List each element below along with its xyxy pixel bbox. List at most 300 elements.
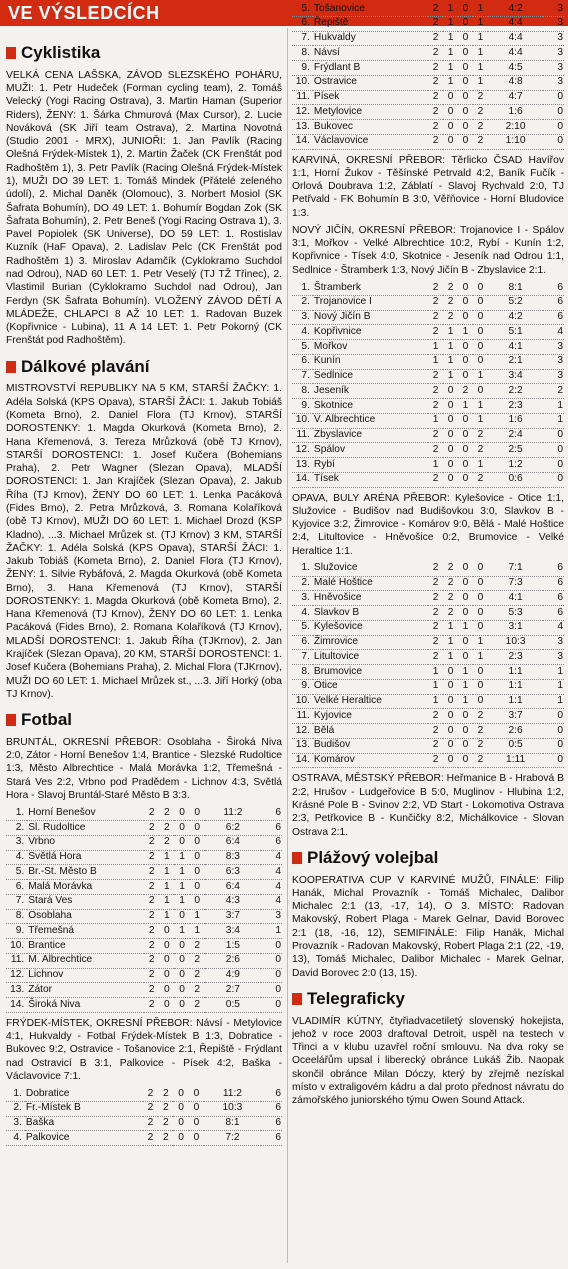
losses-cell: 0 — [189, 1101, 204, 1116]
score-cell: 4:1 — [488, 340, 543, 355]
wins-cell: 1 — [159, 909, 174, 924]
table-row — [292, 325, 564, 340]
position-cell: 10. — [292, 75, 313, 90]
losses-cell: 0 — [473, 620, 488, 635]
draws-cell: 0 — [458, 2, 473, 16]
position-cell: 6. — [6, 880, 27, 895]
played-cell: 2 — [428, 443, 443, 458]
played-cell: 2 — [428, 724, 443, 739]
points-cell: 1 — [543, 679, 564, 694]
points-cell: 3 — [261, 909, 282, 924]
position-cell: 13. — [292, 458, 313, 473]
masthead-label: VE VÝSLEDCÍCH — [8, 3, 160, 23]
played-cell: 1 — [428, 458, 443, 473]
team-name-cell: Ostravice — [313, 75, 428, 90]
losses-cell: 2 — [190, 953, 205, 968]
wins-cell: 0 — [443, 709, 458, 724]
wins-cell: 1 — [443, 650, 458, 665]
played-cell: 2 — [428, 399, 443, 414]
table-row — [292, 694, 564, 709]
position-cell: 10. — [292, 694, 313, 709]
team-name-cell: Štramberk — [313, 281, 428, 295]
wins-cell: 1 — [443, 340, 458, 355]
team-name-cell: Bukovec — [313, 120, 428, 135]
draws-cell: 0 — [458, 340, 473, 355]
points-cell: 6 — [543, 591, 564, 606]
team-name-cell: Sedlnice — [313, 369, 428, 384]
wins-cell: 0 — [443, 413, 458, 428]
table-row — [292, 606, 564, 621]
team-name-cell: Spálov — [313, 443, 428, 458]
draws-cell: 0 — [458, 562, 473, 576]
losses-cell: 1 — [473, 75, 488, 90]
points-cell: 6 — [543, 295, 564, 310]
points-cell: 6 — [261, 1101, 282, 1116]
played-cell: 2 — [428, 576, 443, 591]
played-cell: 2 — [144, 835, 159, 850]
score-cell: 4:7 — [488, 90, 543, 105]
table-row — [292, 413, 564, 428]
position-cell: 5. — [292, 340, 313, 355]
wins-cell: 0 — [443, 134, 458, 149]
score-cell: 3:1 — [488, 620, 543, 635]
team-name-cell: Br.-St. Město B — [27, 865, 144, 880]
score-cell: 1:2 — [488, 458, 543, 473]
played-cell: 2 — [144, 850, 159, 865]
points-cell: 0 — [543, 738, 564, 753]
wins-cell: 1 — [443, 46, 458, 61]
table-row — [292, 562, 564, 576]
team-name-cell: Malé Hoštice — [313, 576, 428, 591]
points-cell: 1 — [543, 413, 564, 428]
table-row — [292, 576, 564, 591]
right-column — [292, 0, 564, 1269]
table-row — [292, 120, 564, 135]
score-cell: 4:4 — [488, 16, 543, 31]
points-cell: 3 — [543, 369, 564, 384]
position-cell: 10. — [6, 939, 27, 954]
draws-cell: 0 — [458, 724, 473, 739]
played-cell: 2 — [428, 75, 443, 90]
points-cell: 4 — [543, 620, 564, 635]
table-row — [6, 953, 282, 968]
wins-cell: 0 — [443, 738, 458, 753]
section-title: Fotbal — [21, 710, 72, 730]
table-row — [292, 620, 564, 635]
draws-cell: 1 — [458, 620, 473, 635]
losses-cell: 1 — [473, 650, 488, 665]
points-cell: 0 — [543, 105, 564, 120]
score-cell: 2:3 — [488, 650, 543, 665]
points-cell: 0 — [543, 428, 564, 443]
draws-cell: 1 — [458, 325, 473, 340]
table-row — [292, 428, 564, 443]
section-title: Cyklistika — [21, 43, 101, 62]
table-row — [6, 1116, 282, 1131]
draws-cell: 0 — [458, 16, 473, 31]
draws-cell: 0 — [458, 369, 473, 384]
table-row — [292, 75, 564, 90]
played-cell: 1 — [428, 340, 443, 355]
losses-cell: 0 — [473, 310, 488, 325]
losses-cell: 2 — [190, 939, 205, 954]
score-cell: 3:4 — [488, 369, 543, 384]
wins-cell: 2 — [159, 835, 174, 850]
points-cell: 3 — [543, 46, 564, 61]
played-cell: 2 — [428, 90, 443, 105]
table-row — [292, 650, 564, 665]
losses-cell: 2 — [473, 753, 488, 768]
wins-cell: 0 — [443, 384, 458, 399]
score-cell: 4:5 — [488, 61, 543, 76]
team-name-cell: Otice — [313, 679, 428, 694]
points-cell: 3 — [543, 61, 564, 76]
section-bullet-icon — [6, 47, 16, 59]
played-cell: 2 — [144, 865, 159, 880]
points-cell: 4 — [261, 850, 282, 865]
losses-cell: 2 — [473, 443, 488, 458]
losses-cell: 0 — [190, 821, 205, 836]
score-cell: 4:4 — [488, 46, 543, 61]
section-title: Dálkové plavání — [21, 356, 150, 376]
points-cell: 6 — [261, 1087, 282, 1101]
wins-cell: 1 — [443, 354, 458, 369]
points-cell: 1 — [543, 665, 564, 680]
position-cell: 12. — [292, 105, 313, 120]
draws-cell: 0 — [458, 413, 473, 428]
draws-cell: 0 — [458, 443, 473, 458]
draws-cell: 0 — [458, 105, 473, 120]
wins-cell: 1 — [443, 31, 458, 46]
team-name-cell: Tísek — [313, 472, 428, 487]
team-name-cell: Mořkov — [313, 340, 428, 355]
losses-cell: 0 — [473, 665, 488, 680]
losses-cell: 0 — [473, 694, 488, 709]
draws-cell: 1 — [458, 399, 473, 414]
points-cell: 3 — [543, 354, 564, 369]
position-cell: 2. — [292, 576, 313, 591]
losses-cell: 2 — [190, 983, 205, 998]
draws-cell: 0 — [458, 134, 473, 149]
draws-cell: 0 — [174, 821, 189, 836]
points-cell: 6 — [543, 310, 564, 325]
team-name-cell: Hukvaldy — [313, 31, 428, 46]
position-cell: 4. — [292, 606, 313, 621]
team-name-cell: Skotnice — [313, 399, 428, 414]
table-row — [6, 850, 282, 865]
article-text: KARVINÁ, OKRESNÍ PŘEBOR: Těrlicko ČSAD Havířov 1:1, Horní Žukov - Těšínské Petrvald 4:2, Baník Fučík - Orlová Doubrava 1:2, Záblatí - Slavoj Rychvald 2:0, TJ Petřvald - FK Bohumín B 3:0, Věřňovice - Horní Bludovice 1:3. — [292, 154, 564, 219]
table-row — [6, 909, 282, 924]
draws-cell: 0 — [458, 61, 473, 76]
table-row — [6, 998, 282, 1013]
position-cell: 9. — [292, 61, 313, 76]
draws-cell: 0 — [174, 953, 189, 968]
draws-cell: 0 — [173, 1087, 188, 1101]
score-cell: 1:5 — [205, 939, 261, 954]
score-cell: 6:4 — [205, 835, 261, 850]
losses-cell: 0 — [189, 1087, 204, 1101]
wins-cell: 2 — [159, 806, 174, 820]
losses-cell: 0 — [473, 606, 488, 621]
points-cell: 3 — [543, 635, 564, 650]
wins-cell: 0 — [443, 694, 458, 709]
team-name-cell: Fr.-Místek B — [25, 1101, 143, 1116]
table-row — [6, 1131, 282, 1146]
wins-cell: 0 — [443, 105, 458, 120]
draws-cell: 1 — [458, 679, 473, 694]
draws-cell: 1 — [458, 694, 473, 709]
losses-cell: 1 — [190, 909, 205, 924]
losses-cell: 0 — [190, 865, 205, 880]
score-cell: 8:1 — [204, 1116, 261, 1131]
score-cell: 4:2 — [488, 2, 543, 16]
played-cell: 1 — [428, 694, 443, 709]
position-cell: 3. — [292, 591, 313, 606]
team-name-cell: Žimrovice — [313, 635, 428, 650]
losses-cell: 1 — [473, 635, 488, 650]
position-cell: 6. — [292, 354, 313, 369]
article-text: KOOPERATIVA CUP V KARVINÉ MUŽŮ, FINÁLE: Filip Hanák, Michal Provazník - Tomáš Michalec, Dalibor Michalec 2:1 (13, -17, 14), O 3. MÍSTO: Radovan Makovský, Robert Plaga - Marek Gelnar, David Borovec 2:1 (18, -16, 12), SEMIFINÁLE: Filip Hanák, Michal Provazník - Radovan Makovský, Robert Plaga 2:1 (22, -19, 13), Tomáš Michalec, Dalibor Michalec - Marek Gelnar, David Borovec 2:0 (13, 15). — [292, 874, 564, 979]
played-cell: 2 — [428, 606, 443, 621]
wins-cell: 0 — [443, 428, 458, 443]
team-name-cell: Hněvošice — [313, 591, 428, 606]
losses-cell: 0 — [190, 894, 205, 909]
table-row — [292, 2, 564, 16]
table-row — [6, 939, 282, 954]
wins-cell: 2 — [443, 295, 458, 310]
position-cell: 8. — [6, 909, 27, 924]
wins-cell: 0 — [443, 679, 458, 694]
played-cell: 2 — [428, 738, 443, 753]
draws-cell: 0 — [458, 650, 473, 665]
losses-cell: 1 — [473, 413, 488, 428]
position-cell: 5. — [292, 620, 313, 635]
draws-cell: 0 — [458, 738, 473, 753]
team-name-cell: Sl. Rudoltice — [27, 821, 144, 836]
points-cell: 1 — [543, 399, 564, 414]
team-name-cell: Třemešná — [27, 924, 144, 939]
losses-cell: 1 — [473, 31, 488, 46]
team-name-cell: Václavovice — [313, 134, 428, 149]
table-row — [292, 458, 564, 473]
losses-cell: 0 — [473, 281, 488, 295]
losses-cell: 0 — [473, 384, 488, 399]
score-cell: 1:1 — [488, 665, 543, 680]
played-cell: 2 — [144, 924, 159, 939]
position-cell: 7. — [292, 650, 313, 665]
position-cell: 8. — [292, 46, 313, 61]
points-cell: 6 — [261, 806, 282, 820]
draws-cell: 0 — [174, 909, 189, 924]
played-cell: 2 — [428, 295, 443, 310]
losses-cell: 1 — [473, 2, 488, 16]
position-cell: 7. — [292, 31, 313, 46]
score-cell: 4:9 — [205, 968, 261, 983]
played-cell: 2 — [144, 939, 159, 954]
team-name-cell: Řepiště — [313, 16, 428, 31]
played-cell: 2 — [144, 909, 159, 924]
section-bullet-icon — [292, 993, 302, 1005]
score-cell: 0:5 — [205, 998, 261, 1013]
team-name-cell: Zbyslavice — [313, 428, 428, 443]
score-cell: 2:3 — [488, 399, 543, 414]
losses-cell: 2 — [473, 709, 488, 724]
table-row — [292, 399, 564, 414]
points-cell: 3 — [543, 650, 564, 665]
table-row — [292, 46, 564, 61]
played-cell: 2 — [428, 635, 443, 650]
score-cell: 1:1 — [488, 679, 543, 694]
position-cell: 14. — [292, 472, 313, 487]
points-cell: 0 — [543, 709, 564, 724]
wins-cell: 0 — [443, 724, 458, 739]
score-cell: 0:6 — [488, 472, 543, 487]
team-name-cell: Služovice — [313, 562, 428, 576]
table-row — [292, 295, 564, 310]
team-name-cell: Rybí — [313, 458, 428, 473]
draws-cell: 0 — [458, 428, 473, 443]
standings-table — [292, 562, 564, 769]
losses-cell: 0 — [190, 850, 205, 865]
team-name-cell: Osoblaha — [27, 909, 144, 924]
points-cell: 2 — [543, 384, 564, 399]
position-cell: 1. — [292, 562, 313, 576]
draws-cell: 0 — [458, 75, 473, 90]
played-cell: 2 — [428, 709, 443, 724]
draws-cell: 1 — [174, 850, 189, 865]
points-cell: 3 — [543, 2, 564, 16]
points-cell: 6 — [543, 606, 564, 621]
table-row — [6, 983, 282, 998]
draws-cell: 0 — [458, 354, 473, 369]
losses-cell: 2 — [473, 134, 488, 149]
played-cell: 2 — [144, 968, 159, 983]
played-cell: 2 — [428, 369, 443, 384]
points-cell: 6 — [543, 562, 564, 576]
position-cell: 8. — [292, 665, 313, 680]
table-row — [292, 384, 564, 399]
score-cell: 4:1 — [488, 591, 543, 606]
table-row — [292, 105, 564, 120]
table-row — [292, 369, 564, 384]
position-cell: 2. — [292, 295, 313, 310]
wins-cell: 2 — [443, 281, 458, 295]
played-cell: 2 — [144, 880, 159, 895]
score-cell: 7:1 — [488, 562, 543, 576]
draws-cell: 0 — [458, 709, 473, 724]
points-cell: 3 — [543, 75, 564, 90]
team-name-cell: Tošanovice — [313, 2, 428, 16]
team-name-cell: Stará Ves — [27, 894, 144, 909]
team-name-cell: M. Albrechtice — [27, 953, 144, 968]
position-cell: 9. — [292, 679, 313, 694]
points-cell: 1 — [543, 694, 564, 709]
played-cell: 1 — [428, 354, 443, 369]
table-row — [6, 821, 282, 836]
position-cell: 10. — [292, 413, 313, 428]
played-cell: 2 — [428, 46, 443, 61]
score-cell: 5:3 — [488, 606, 543, 621]
team-name-cell: Slavkov B — [313, 606, 428, 621]
wins-cell: 1 — [159, 894, 174, 909]
team-name-cell: Budišov — [313, 738, 428, 753]
score-cell: 2:1 — [488, 354, 543, 369]
score-cell: 11:2 — [204, 1087, 261, 1101]
played-cell: 2 — [428, 61, 443, 76]
played-cell: 2 — [428, 472, 443, 487]
article-text: FRÝDEK-MÍSTEK, OKRESNÍ PŘEBOR: Návsí - Metylovice 4:1, Hukvaldy - Fotbal Frýdek-Místek B 1:3, Dobratice - Bukovec 9:2, Ostravice - Tošanovice 2:1, Řepiště - Frýdlant nad Ostravicí B 3:1, Palkovice - Písek 4:2, Baška - Václavovice 7:1. — [6, 1017, 282, 1082]
wins-cell: 0 — [443, 399, 458, 414]
section-bullet-icon — [6, 361, 16, 373]
table-row — [292, 61, 564, 76]
played-cell: 2 — [428, 2, 443, 16]
points-cell: 0 — [543, 724, 564, 739]
table-row — [292, 340, 564, 355]
draws-cell: 2 — [458, 384, 473, 399]
played-cell: 2 — [144, 821, 159, 836]
draws-cell: 0 — [174, 806, 189, 820]
losses-cell: 0 — [190, 880, 205, 895]
section-bullet-icon — [6, 714, 16, 726]
score-cell: 1:10 — [488, 134, 543, 149]
score-cell: 2:2 — [488, 384, 543, 399]
position-cell: 5. — [292, 2, 313, 16]
points-cell: 3 — [543, 16, 564, 31]
wins-cell: 0 — [443, 753, 458, 768]
score-cell: 4:2 — [488, 310, 543, 325]
draws-cell: 0 — [458, 310, 473, 325]
draws-cell: 0 — [173, 1116, 188, 1131]
played-cell: 2 — [143, 1116, 158, 1131]
position-cell: 11. — [6, 953, 27, 968]
draws-cell: 0 — [458, 46, 473, 61]
team-name-cell: Horní Benešov — [27, 806, 144, 820]
points-cell: 0 — [543, 458, 564, 473]
wins-cell: 1 — [443, 61, 458, 76]
losses-cell: 0 — [473, 340, 488, 355]
table-row — [6, 865, 282, 880]
team-name-cell: Bělá — [313, 724, 428, 739]
wins-cell: 0 — [159, 968, 174, 983]
losses-cell: 2 — [473, 738, 488, 753]
losses-cell: 0 — [189, 1131, 204, 1146]
team-name-cell: Široká Niva — [27, 998, 144, 1013]
losses-cell: 1 — [190, 924, 205, 939]
score-cell: 8:3 — [205, 850, 261, 865]
table-row — [6, 894, 282, 909]
wins-cell: 1 — [443, 620, 458, 635]
points-cell: 0 — [261, 983, 282, 998]
table-row — [6, 968, 282, 983]
losses-cell: 2 — [473, 105, 488, 120]
team-name-cell: Velké Heraltice — [313, 694, 428, 709]
points-cell: 0 — [543, 134, 564, 149]
team-name-cell: Zátor — [27, 983, 144, 998]
wins-cell: 0 — [159, 983, 174, 998]
position-cell: 6. — [292, 635, 313, 650]
team-name-cell: V. Albrechtice — [313, 413, 428, 428]
draws-cell: 0 — [458, 120, 473, 135]
table-row — [292, 443, 564, 458]
team-name-cell: Kyjovice — [313, 709, 428, 724]
draws-cell: 0 — [174, 998, 189, 1013]
score-cell: 5:1 — [488, 325, 543, 340]
article-text: OSTRAVA, MĚSTSKÝ PŘEBOR: Heřmanice B - Hrabová B 2:2, Hrušov - Ludgeřovice B 5:0, Muglinov - Hlubina 1:2, Krásné Pole B - Svinov 2:2, VD Start - Lokomotiva Ostrava 2:3, Petřkovice B - Kunčičky 8:2, Michálkovice - Slovan Ostrava 2:1. — [292, 773, 564, 838]
played-cell: 2 — [428, 134, 443, 149]
played-cell: 2 — [428, 16, 443, 31]
table-row — [6, 880, 282, 895]
wins-cell: 2 — [158, 1101, 173, 1116]
